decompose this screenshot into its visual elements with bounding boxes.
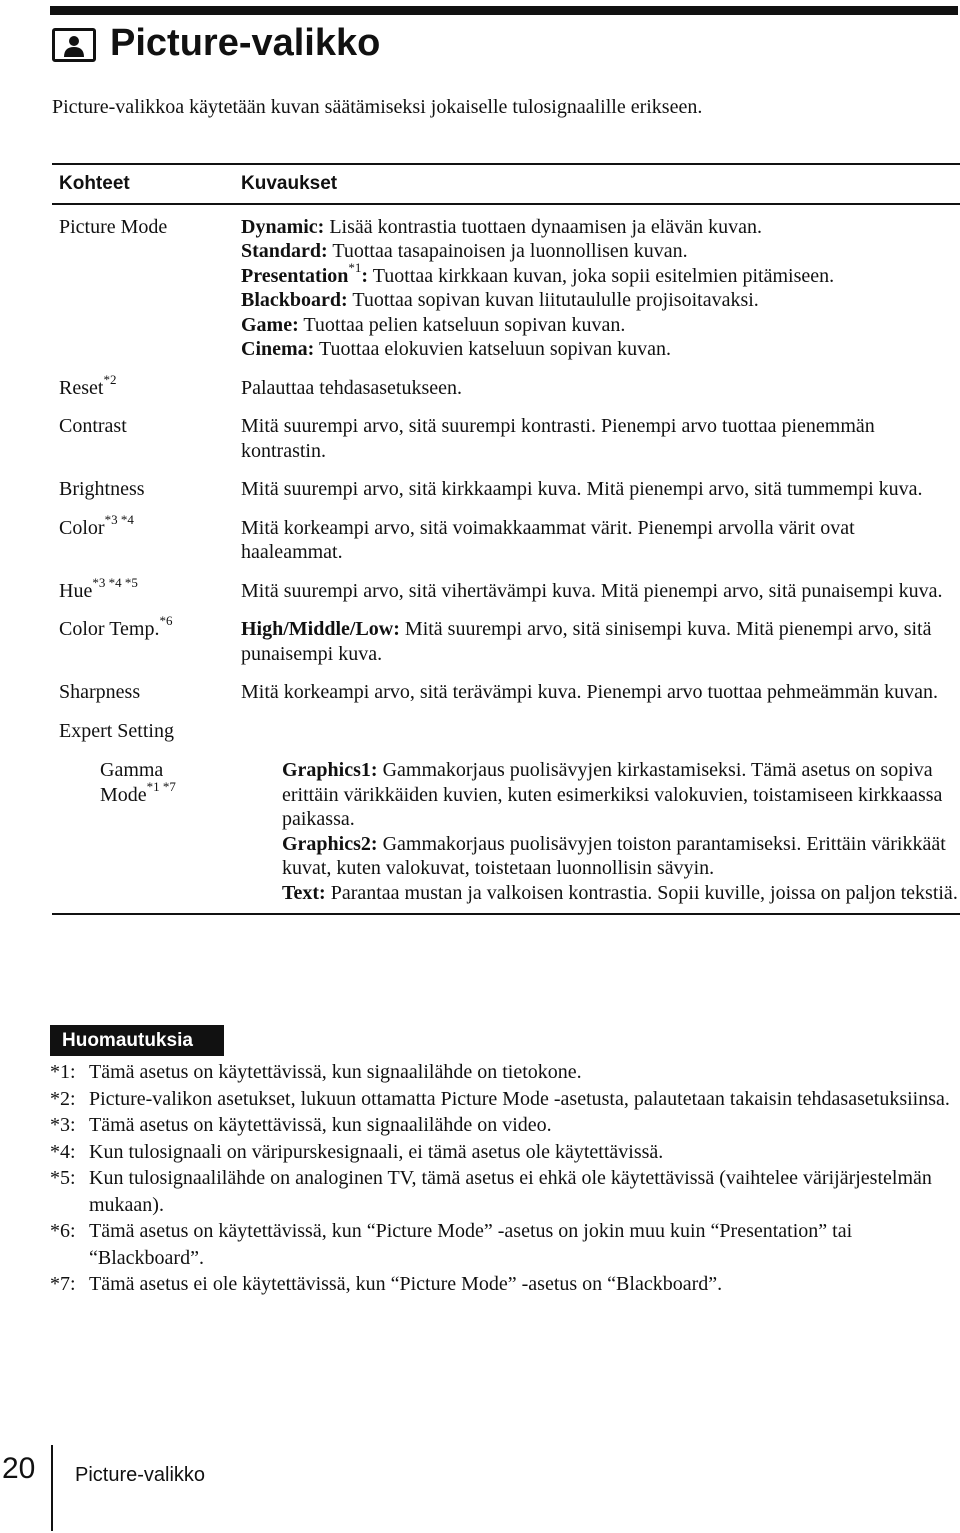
notes-heading: Huomautuksia [50,1025,224,1056]
item-description: High/Middle/Low: Mitä suurempi arvo, sitä sinisempi kuva. Mitä pienempi arvo, sitä punaisempi kuva. [241,618,932,665]
note-item: *3: Tämä asetus on käytettävissä, kun signaalilähde on video. [50,1114,552,1136]
picture-menu-icon [52,28,96,62]
note-item: *5: Kun tulosignaalilähde on analoginen TV, tämä asetus ei ehkä ole käytettävissä (vaihtelee värijärjestelmän mukaan). [50,1167,932,1216]
header-rule [52,203,960,205]
table-row-color-temp [52,613,960,666]
item-description: Mitä korkeampi arvo, sitä terävämpi kuva. Pienempi arvo tuottaa pehmeämmän kuvan. [241,681,939,703]
table-row-picture-mode [52,215,960,362]
table-row-color [52,511,960,565]
description-line: Dynamic: Lisää kontrastia tuottaen dynaamisen ja elävän kuvan. [241,215,762,238]
description-line: Graphics1: Gammakorjaus puolisävyjen kirkastamiseksi. Tämä asetus on sopiva erittäin värikkäiden kuvien, kuten esimerkiksi valokuvien, toistamiseen kirkkaassa paikassa. [282,759,943,830]
settings-table [52,163,960,915]
item-description: Mitä suurempi arvo, sitä kirkkaampi kuva. Mitä pienempi arvo, sitä tummempi kuva. [241,478,923,500]
note-item: *4: Kun tulosignaali on väripurskesignaali, ei tämä asetus ole käytettävissä. [50,1140,664,1163]
item-label: Picture Mode [59,215,168,238]
table-header [52,165,960,203]
item-description [237,215,960,362]
item-label: Contrast [59,415,127,437]
notes-list [50,1059,960,1298]
table-row-hue [52,574,960,604]
description-line: Text: Parantaa mustan ja valkoisen kontrastia. Sopii kuville, joissa on paljon tekstiä. [282,881,958,904]
note-item: *2: Picture-valikon asetukset, lukuun ottamatta Picture Mode -asetusta, palautetaan takaisin tehdasasetuksiinsa. [50,1087,950,1110]
page-number: 20 [2,1452,36,1485]
note-item: *6: Tämä asetus on käytettävissä, kun “Picture Mode” -asetus on jokin muu kuin “Presentation” tai “Blackboard”. [50,1220,853,1269]
intro-text: Picture-valikkoa käytetään kuvan säätämiseksi jokaiselle tulosignaalille erikseen. [52,96,703,118]
table-row-expert-setting [52,719,960,744]
item-description: Mitä suurempi arvo, sitä suurempi kontrasti. Pienempi arvo tuottaa pienemmän kontrastin. [241,415,875,462]
table-row-gamma-mode [52,758,960,905]
item-label: Sharpness [59,681,141,703]
column-header-items: Kohteet [59,172,130,194]
footer-section-title: Picture-valikko [75,1464,206,1486]
page-heading [52,22,380,65]
note-item: *7: Tämä asetus ei ole käytettävissä, kun “Picture Mode” -asetus on “Blackboard”. [50,1273,723,1295]
table-row-sharpness [52,680,960,705]
description-line: Cinema: Tuottaa elokuvien katseluun sopivan kuvan. [241,338,671,360]
top-rule [50,6,958,15]
item-label: Reset$^{*2}$ [59,371,117,399]
item-label: Expert Setting [59,719,174,742]
description-line: Blackboard: Tuottaa sopivan kuvan liitutaululle projisoitavaksi. [241,289,759,311]
item-label: Gamma Mode$^{*1 *7}$ [100,759,176,806]
note-item: *1: Tämä asetus on käytettävissä, kun signaalilähde on tietokone. [50,1061,582,1083]
footer-divider [51,1445,53,1531]
description-line: Standard: Tuottaa tasapainoisen ja luonnollisen kuvan. [241,240,688,262]
column-header-descriptions: Kuvaukset [241,172,338,194]
item-label: Color$^{*3 *4}$ [59,511,134,539]
page-title: Picture-valikko [110,22,381,64]
description-line: Graphics2: Gammakorjaus puolisävyjen toiston parantamiseksi. Erittäin värikkäät kuvat, kuten valokuvat, toistetaan luonnollisin sävyin. [282,832,946,879]
item-label: Brightness [59,478,145,500]
item-description: Palauttaa tehdasasetukseen. [241,376,463,399]
table-bottom-rule [52,913,960,915]
item-description: Mitä korkeampi arvo, sitä voimakkaammat värit. Pienempi arvolla värit ovat haaleammat. [241,516,855,563]
description-line: Presentation$^{*1}$: Tuottaa kirkkaan kuvan, joka sopii esitelmien pitämiseen. [241,259,835,287]
table-row-brightness [52,477,960,502]
table-row-reset [52,371,960,401]
item-description [278,758,960,905]
item-label: Color Temp.$^{*6}$ [59,613,173,640]
item-label: Hue$^{*3 *4 *5}$ [59,574,138,602]
description-line: Game: Tuottaa pelien katseluun sopivan kuvan. [241,313,626,336]
item-description: Mitä suurempi arvo, sitä vihertävämpi kuva. Mitä pienempi arvo, sitä punaisempi kuva. [241,579,943,602]
table-row-contrast [52,414,960,463]
